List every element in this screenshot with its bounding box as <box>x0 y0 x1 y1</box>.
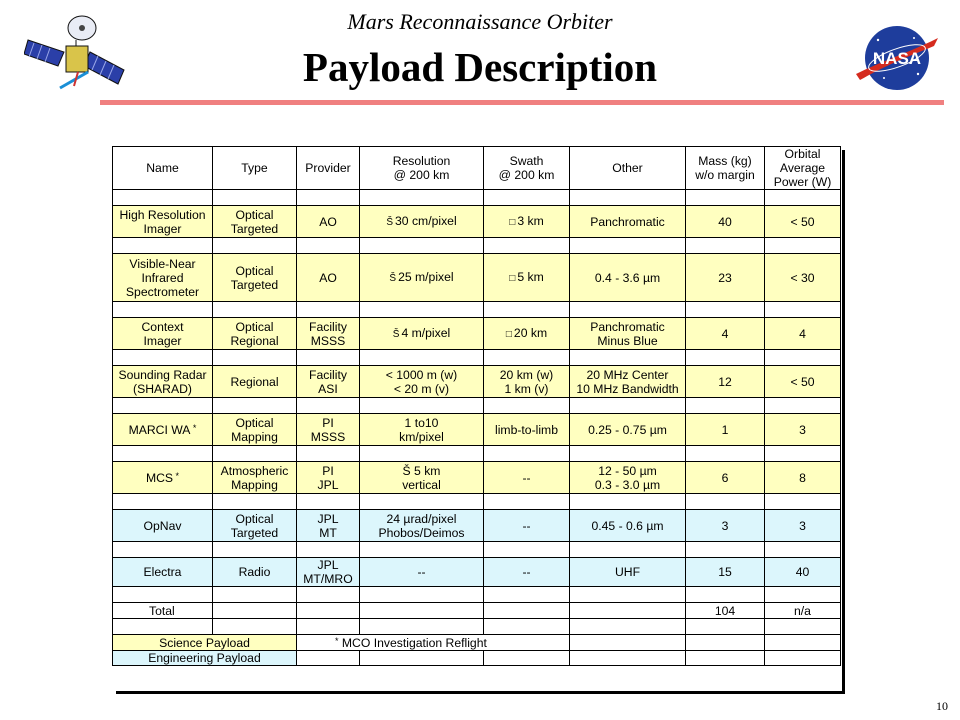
empty-cell <box>213 190 297 206</box>
column-header: Other <box>570 147 686 190</box>
instrument-other: Panchromatic <box>570 206 686 238</box>
empty-cell <box>765 542 841 558</box>
spacer-row <box>113 302 841 318</box>
empty-cell <box>360 619 484 635</box>
svg-text:NASA: NASA <box>872 49 922 68</box>
empty-cell <box>570 190 686 206</box>
instrument-provider: PI JPL <box>297 462 360 494</box>
empty-cell <box>360 398 484 414</box>
legend-row-science <box>113 635 841 651</box>
instrument-provider: Facility ASI <box>297 366 360 398</box>
instrument-row <box>113 510 841 542</box>
empty-cell <box>213 587 297 603</box>
instrument-other: Panchromatic Minus Blue <box>570 318 686 350</box>
instrument-other: UHF <box>570 558 686 587</box>
spacer-row <box>113 587 841 603</box>
column-header: Resolution @ 200 km <box>360 147 484 190</box>
empty-cell <box>297 651 360 666</box>
approx-symbol: Š <box>392 328 400 340</box>
empty-cell <box>765 494 841 510</box>
instrument-row <box>113 462 841 494</box>
empty-cell <box>360 587 484 603</box>
empty-cell <box>213 398 297 414</box>
empty-cell <box>570 494 686 510</box>
instrument-power: 40 <box>765 558 841 587</box>
instrument-other: 0.4 - 3.6 µm <box>570 254 686 302</box>
empty-cell <box>686 587 765 603</box>
reflight-note: * MCO Investigation Reflight <box>297 635 570 651</box>
instrument-resolution: 24 µrad/pixel Phobos/Deimos <box>360 510 484 542</box>
instrument-name: OpNav <box>113 510 213 542</box>
empty-cell <box>213 619 297 635</box>
empty-cell <box>686 542 765 558</box>
spacer-row <box>113 350 841 366</box>
instrument-power: 4 <box>765 318 841 350</box>
empty-cell <box>484 494 570 510</box>
spacer-row <box>113 542 841 558</box>
empty-cell <box>484 542 570 558</box>
legend-engineering: Engineering Payload <box>113 651 297 666</box>
instrument-other: 0.25 - 0.75 µm <box>570 414 686 446</box>
empty-cell <box>765 398 841 414</box>
instrument-name: Electra <box>113 558 213 587</box>
empty-cell <box>765 238 841 254</box>
empty-cell <box>570 651 686 666</box>
empty-cell <box>360 542 484 558</box>
instrument-name: Visible-Near Infrared Spectrometer <box>113 254 213 302</box>
instrument-type: Atmospheric Mapping <box>213 462 297 494</box>
total-row <box>113 603 841 619</box>
instrument-swath: limb-to-limb <box>484 414 570 446</box>
empty-cell <box>213 446 297 462</box>
empty-cell <box>113 398 213 414</box>
empty-cell <box>297 190 360 206</box>
instrument-resolution: Š 4 m/pixel <box>360 318 484 350</box>
empty-cell <box>484 350 570 366</box>
instrument-other: 0.45 - 0.6 µm <box>570 510 686 542</box>
instrument-other: 20 MHz Center 10 MHz Bandwidth <box>570 366 686 398</box>
instrument-type: Regional <box>213 366 297 398</box>
spacer-row <box>113 190 841 206</box>
instrument-power: 8 <box>765 462 841 494</box>
instrument-resolution: -- <box>360 558 484 587</box>
empty-cell <box>113 446 213 462</box>
instrument-mass: 1 <box>686 414 765 446</box>
empty-cell <box>686 190 765 206</box>
empty-cell <box>484 651 570 666</box>
legend-science: Science Payload <box>113 635 297 651</box>
empty-cell <box>686 302 765 318</box>
empty-cell <box>297 619 360 635</box>
spacer-row <box>113 398 841 414</box>
empty-cell <box>765 446 841 462</box>
empty-cell <box>360 190 484 206</box>
instrument-swath: -- <box>484 462 570 494</box>
empty-cell <box>765 651 841 666</box>
column-header: Type <box>213 147 297 190</box>
empty-cell <box>213 238 297 254</box>
empty-cell <box>765 587 841 603</box>
instrument-name: Context Imager <box>113 318 213 350</box>
empty-cell <box>686 494 765 510</box>
empty-cell <box>360 302 484 318</box>
empty-cell <box>484 238 570 254</box>
empty-cell <box>213 542 297 558</box>
empty-cell <box>484 302 570 318</box>
empty-cell <box>570 302 686 318</box>
empty-cell <box>686 635 765 651</box>
table-shadow-bottom <box>116 691 845 694</box>
box-symbol: □ <box>509 216 516 228</box>
empty-cell <box>570 238 686 254</box>
empty-cell <box>765 190 841 206</box>
slide-number: 10 <box>936 699 948 713</box>
instrument-type: Radio <box>213 558 297 587</box>
empty-cell <box>297 302 360 318</box>
empty-cell <box>765 302 841 318</box>
instrument-row <box>113 254 841 302</box>
instrument-type: Optical Mapping <box>213 414 297 446</box>
box-symbol: □ <box>509 272 516 284</box>
instrument-mass: 23 <box>686 254 765 302</box>
payload-table <box>112 146 841 666</box>
instrument-provider: JPL MT <box>297 510 360 542</box>
instrument-name: MARCI WA * <box>113 414 213 446</box>
empty-cell <box>570 619 686 635</box>
empty-cell <box>570 603 686 619</box>
instrument-row <box>113 318 841 350</box>
approx-symbol: Š <box>389 272 397 284</box>
empty-cell <box>297 398 360 414</box>
empty-cell <box>765 635 841 651</box>
instrument-resolution: Š 5 km vertical <box>360 462 484 494</box>
instrument-provider: Facility MSSS <box>297 318 360 350</box>
instrument-name: MCS * <box>113 462 213 494</box>
instrument-resolution: Š 25 m/pixel <box>360 254 484 302</box>
empty-cell <box>570 635 686 651</box>
empty-cell <box>213 350 297 366</box>
empty-cell <box>484 446 570 462</box>
empty-cell <box>113 619 213 635</box>
instrument-mass: 15 <box>686 558 765 587</box>
instrument-other: 12 - 50 µm 0.3 - 3.0 µm <box>570 462 686 494</box>
empty-cell <box>360 350 484 366</box>
empty-cell <box>570 350 686 366</box>
table-shadow-right <box>842 150 845 694</box>
instrument-resolution: Š 30 cm/pixel <box>360 206 484 238</box>
reflight-asterisk: * <box>173 470 180 481</box>
empty-cell <box>765 350 841 366</box>
empty-cell <box>113 494 213 510</box>
instrument-power: < 50 <box>765 206 841 238</box>
empty-cell <box>360 603 484 619</box>
instrument-row <box>113 366 841 398</box>
legend-row-engineering <box>113 651 841 666</box>
empty-cell <box>297 587 360 603</box>
empty-cell <box>213 494 297 510</box>
total-power: n/a <box>765 603 841 619</box>
instrument-name: High Resolution Imager <box>113 206 213 238</box>
column-header: Orbital Average Power (W) <box>765 147 841 190</box>
spacer-row <box>113 446 841 462</box>
title-rule <box>100 100 944 105</box>
instrument-swath: □ 5 km <box>484 254 570 302</box>
instrument-swath: □ 20 km <box>484 318 570 350</box>
empty-cell <box>484 398 570 414</box>
empty-cell <box>113 542 213 558</box>
empty-cell <box>570 446 686 462</box>
empty-cell <box>113 302 213 318</box>
reflight-asterisk: * <box>335 635 339 646</box>
empty-cell <box>484 603 570 619</box>
empty-cell <box>484 587 570 603</box>
instrument-mass: 6 <box>686 462 765 494</box>
page-title: Payload Description <box>302 44 658 90</box>
instrument-mass: 3 <box>686 510 765 542</box>
instrument-provider: AO <box>297 206 360 238</box>
empty-cell <box>297 494 360 510</box>
empty-cell <box>297 350 360 366</box>
empty-cell <box>686 398 765 414</box>
instrument-resolution: < 1000 m (w) < 20 m (v) <box>360 366 484 398</box>
empty-cell <box>484 619 570 635</box>
column-header: Mass (kg) w/o margin <box>686 147 765 190</box>
instrument-resolution: 1 to10 km/pixel <box>360 414 484 446</box>
instrument-mass: 4 <box>686 318 765 350</box>
instrument-row <box>113 414 841 446</box>
instrument-type: Optical Regional <box>213 318 297 350</box>
empty-cell <box>213 302 297 318</box>
empty-cell <box>360 494 484 510</box>
empty-cell <box>113 587 213 603</box>
empty-cell <box>297 446 360 462</box>
instrument-provider: PI MSSS <box>297 414 360 446</box>
empty-cell <box>113 350 213 366</box>
instrument-mass: 12 <box>686 366 765 398</box>
total-label: Total <box>113 603 213 619</box>
subtitle: Mars Reconnaissance Orbiter <box>347 9 613 34</box>
instrument-type: Optical Targeted <box>213 254 297 302</box>
empty-cell <box>297 542 360 558</box>
instrument-row <box>113 206 841 238</box>
empty-cell <box>484 190 570 206</box>
instrument-row <box>113 558 841 587</box>
instrument-swath: -- <box>484 558 570 587</box>
instrument-swath: □ 3 km <box>484 206 570 238</box>
empty-cell <box>113 238 213 254</box>
instrument-type: Optical Targeted <box>213 510 297 542</box>
empty-cell <box>297 238 360 254</box>
instrument-mass: 40 <box>686 206 765 238</box>
spacer-row <box>113 238 841 254</box>
empty-cell <box>686 651 765 666</box>
reflight-asterisk: * <box>190 422 197 433</box>
approx-symbol: Š <box>386 216 394 228</box>
instrument-power: < 30 <box>765 254 841 302</box>
empty-cell <box>686 350 765 366</box>
instrument-swath: 20 km (w) 1 km (v) <box>484 366 570 398</box>
total-mass: 104 <box>686 603 765 619</box>
instrument-power: 3 <box>765 414 841 446</box>
empty-cell <box>360 651 484 666</box>
spacer-row <box>113 494 841 510</box>
empty-cell <box>570 587 686 603</box>
empty-cell <box>765 619 841 635</box>
instrument-provider: AO <box>297 254 360 302</box>
empty-cell <box>360 238 484 254</box>
instrument-name: Sounding Radar (SHARAD) <box>113 366 213 398</box>
instrument-provider: JPL MT/MRO <box>297 558 360 587</box>
empty-cell <box>570 542 686 558</box>
column-header: Provider <box>297 147 360 190</box>
box-symbol: □ <box>505 328 512 340</box>
instrument-type: Optical Targeted <box>213 206 297 238</box>
empty-cell <box>686 238 765 254</box>
instrument-power: 3 <box>765 510 841 542</box>
orbiter-spacecraft-icon <box>24 12 128 94</box>
empty-cell <box>213 603 297 619</box>
empty-cell <box>686 619 765 635</box>
empty-cell <box>297 603 360 619</box>
empty-cell <box>570 398 686 414</box>
empty-cell <box>360 446 484 462</box>
instrument-power: < 50 <box>765 366 841 398</box>
spacer-row <box>113 619 841 635</box>
empty-cell <box>686 446 765 462</box>
column-header: Swath @ 200 km <box>484 147 570 190</box>
header-row <box>113 147 841 190</box>
nasa-logo-icon <box>854 20 940 96</box>
column-header: Name <box>113 147 213 190</box>
empty-cell <box>113 190 213 206</box>
instrument-swath: -- <box>484 510 570 542</box>
